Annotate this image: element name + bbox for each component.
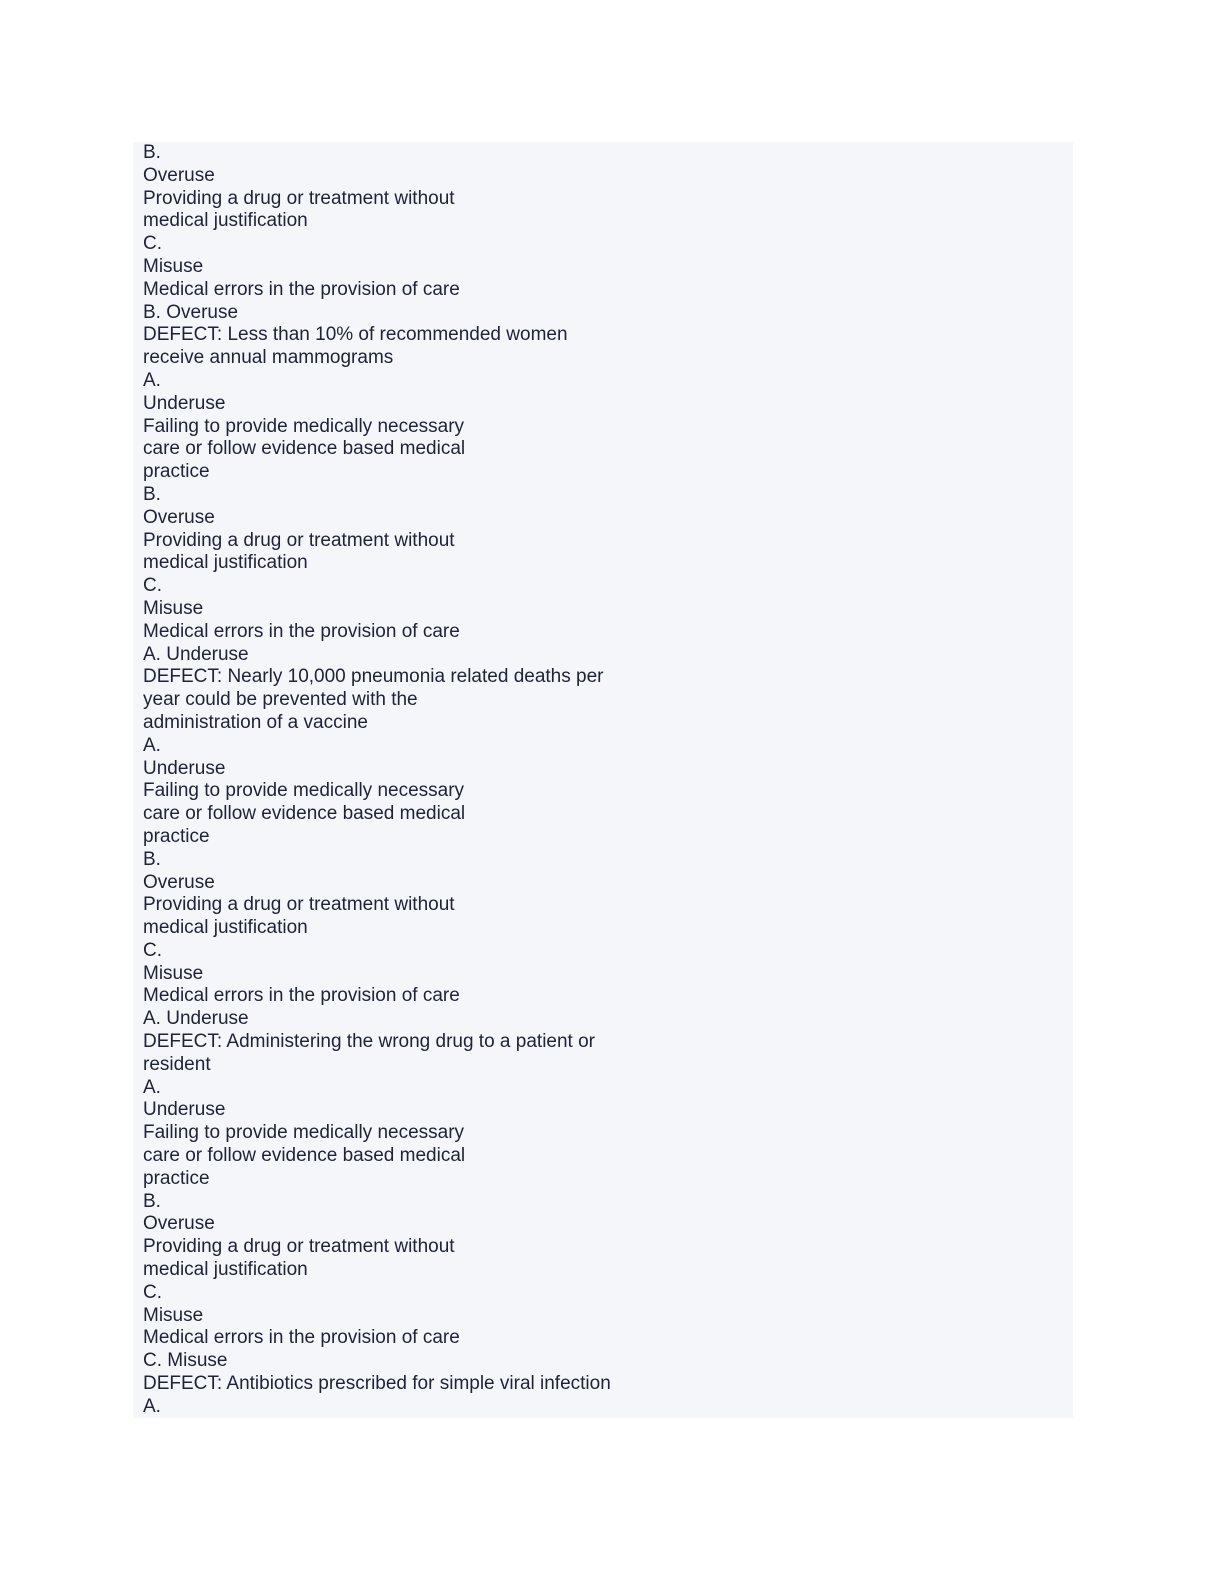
text-line: practice <box>143 461 210 483</box>
text-line: Misuse <box>143 962 204 984</box>
text-line: B. <box>143 142 161 163</box>
text-line: administration of a vaccine <box>143 711 368 733</box>
text-line: Misuse <box>143 255 204 277</box>
text-line: A. <box>143 1395 161 1417</box>
text-line: C. <box>143 575 162 597</box>
text-line: DEFECT: Less than 10% of recommended women <box>143 324 568 346</box>
text-line: DEFECT: Administering the wrong drug to a patient or <box>143 1031 596 1053</box>
text-line: care or follow evidence based medical <box>143 803 466 825</box>
text-line: medical justification <box>143 917 308 939</box>
text-line: A. Underuse <box>143 1008 249 1030</box>
text-line: C. Misuse <box>143 1350 228 1372</box>
text-line: A. <box>143 369 161 391</box>
text-line: A. <box>143 734 161 756</box>
text-line: resident <box>143 1053 211 1075</box>
text-line: Misuse <box>143 597 204 619</box>
text-line: medical justification <box>143 210 308 232</box>
text-line: medical justification <box>143 1259 308 1281</box>
text-line: year could be prevented with the <box>143 689 418 711</box>
text-line: care or follow evidence based medical <box>143 438 466 460</box>
text-line: practice <box>143 1167 210 1189</box>
text-line: C. <box>143 1281 162 1303</box>
text-line: Overuse <box>143 1213 215 1235</box>
text-line: Underuse <box>143 1099 226 1121</box>
text-line: Overuse <box>143 506 215 528</box>
text-line: care or follow evidence based medical <box>143 1145 466 1167</box>
text-line: Underuse <box>143 757 226 779</box>
text-line: Failing to provide medically necessary <box>143 780 465 802</box>
text-line: Overuse <box>143 164 215 186</box>
text-line: A. Underuse <box>143 643 249 665</box>
text-line: Medical errors in the provision of care <box>143 1327 460 1349</box>
text-line: A. <box>143 1076 161 1098</box>
text-line: Providing a drug or treatment without <box>143 187 455 209</box>
text-line: C. <box>143 939 162 961</box>
text-line: medical justification <box>143 552 308 574</box>
text-line: Medical errors in the provision of care <box>143 620 460 642</box>
text-line: Providing a drug or treatment without <box>143 894 455 916</box>
text-line: C. <box>143 233 162 255</box>
text-line: Underuse <box>143 392 226 414</box>
text-line: DEFECT: Nearly 10,000 pneumonia related deaths per <box>143 666 604 688</box>
text-line: Medical errors in the provision of care <box>143 278 460 300</box>
text-line: Failing to provide medically necessary <box>143 1122 465 1144</box>
text-line: practice <box>143 825 210 847</box>
text-line: Medical errors in the provision of care <box>143 985 460 1007</box>
text-line: Providing a drug or treatment without <box>143 529 455 551</box>
text-line: B. <box>143 1190 161 1212</box>
text-line: Failing to provide medically necessary <box>143 415 465 437</box>
text-line: DEFECT: Antibiotics prescribed for simple viral infection <box>143 1373 611 1395</box>
text-line: B. <box>143 483 161 505</box>
text-line: B. <box>143 848 161 870</box>
text-line: B. Overuse <box>143 301 239 323</box>
text-line: Providing a drug or treatment without <box>143 1236 455 1258</box>
text-line: Overuse <box>143 871 215 893</box>
document-text <box>143 142 611 1419</box>
text-line: receive annual mammograms <box>143 347 394 369</box>
text-line: Misuse <box>143 1304 204 1326</box>
